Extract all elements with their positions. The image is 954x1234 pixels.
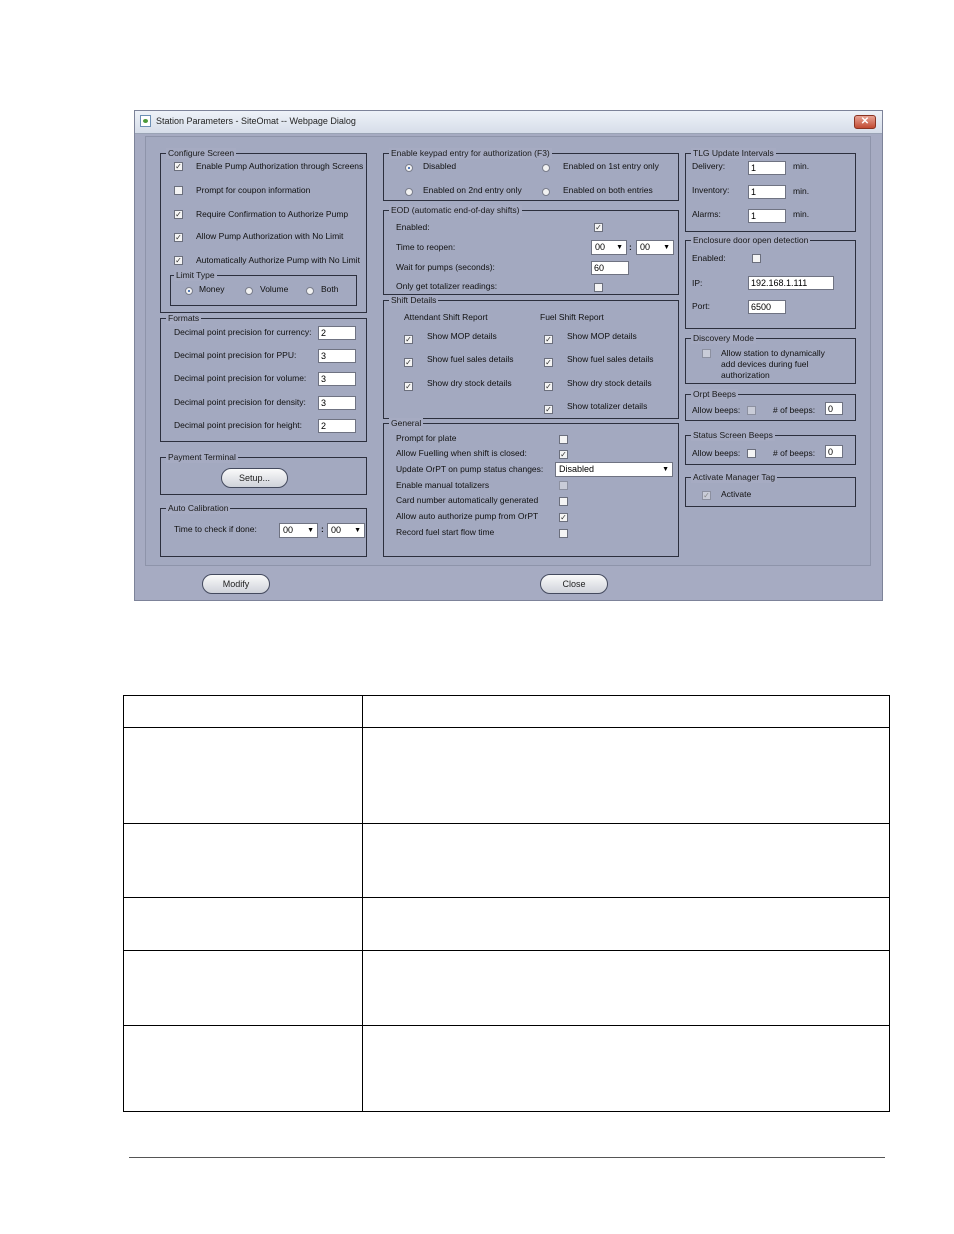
activate-manager-tag-label: Activate [721,489,752,499]
enable-pump-auth-checkbox[interactable]: ✓ [175,162,182,171]
height-precision-input[interactable] [318,419,356,433]
status-beep-count-label: # of beeps: [773,448,816,458]
require-confirmation-checkbox[interactable]: ✓ [175,210,182,219]
totalizer-only-checkbox[interactable] [594,283,603,292]
wait-pumps-label: Wait for pumps (seconds): [396,262,495,272]
fuel-dry-stock-checkbox[interactable]: ✓ [545,382,552,391]
table-row [124,898,890,951]
attendant-mop-checkbox[interactable]: ✓ [405,335,412,344]
table-cell [363,728,890,824]
status-allow-beeps-label: Allow beeps: [692,448,741,458]
orpt-beep-count-label: # of beeps: [773,405,816,415]
fuel-totalizer-checkbox[interactable]: ✓ [545,405,552,414]
discovery-line-3: authorization [721,370,770,380]
attendant-fuel-sales-label: Show fuel sales details [427,354,514,364]
table-row [124,824,890,898]
auto-authorize-orpt-checkbox[interactable]: ✓ [560,513,567,522]
limit-both-label: Both [321,284,339,294]
card-number-label: Card number automatically generated [396,495,539,505]
limit-money-radio[interactable] [185,287,193,295]
manager-tag-group [685,472,856,507]
reopen-hour-select[interactable] [591,240,627,255]
orpt-allow-beeps-checkbox[interactable] [747,406,756,415]
enable-pump-auth-label: Enable Pump Authorization through Screens [196,161,364,171]
ip-input[interactable] [748,276,834,290]
inventory-unit: min. [793,186,810,196]
payment-terminal-group [160,452,367,495]
update-orpt-label: Update OrPT on pump status changes: [396,464,544,474]
configure-screen-legend: Configure Screen [168,148,235,158]
manual-totalizers-label: Enable manual totalizers [396,480,490,490]
alarms-interval-input[interactable] [748,209,786,223]
configure-screen-group [160,148,367,313]
manual-totalizers-checkbox[interactable] [559,481,568,490]
webpage-dialog-icon [140,115,151,127]
prompt-plate-checkbox[interactable] [559,435,568,444]
fuel-mop-checkbox[interactable]: ✓ [545,335,552,344]
status-beeps-legend: Status Screen Beeps [693,430,773,440]
auto-calibration-label: Time to check if done: [174,524,257,534]
payment-terminal-legend: Payment Terminal [168,452,236,462]
dialog-body [145,136,871,566]
volume-precision-label: Decimal point precision for volume: [174,373,307,383]
keypad-second-entry-label: Enabled on 2nd entry only [423,185,522,195]
manager-tag-legend: Activate Manager Tag [693,472,776,482]
auto-authorize-no-limit-checkbox[interactable]: ✓ [175,256,182,265]
allow-fuelling-checkbox[interactable]: ✓ [560,450,567,459]
keypad-entry-legend: Enable keypad entry for authorization (F3) [391,148,550,158]
limit-both-radio[interactable] [306,287,314,295]
keypad-both-entries-label: Enabled on both entries [563,185,653,195]
table-cell [363,696,890,728]
fuel-report-header: Fuel Shift Report [540,312,604,322]
footer-divider [129,1157,885,1158]
table-cell [124,696,363,728]
keypad-disabled-label: Disabled [423,161,457,171]
fuel-totalizer-label: Show totalizer details [567,401,648,411]
table-cell [124,728,363,824]
auto-calibration-hour-select[interactable] [279,523,318,538]
modify-button[interactable]: Modify [202,574,270,594]
keypad-first-entry-label: Enabled on 1st entry only [563,161,659,171]
prompt-coupon-label: Prompt for coupon information [196,185,311,195]
keypad-second-entry-radio[interactable] [405,188,413,196]
close-icon[interactable]: ✕ [854,115,876,129]
status-beep-count-input[interactable] [825,445,843,458]
status-allow-beeps-checkbox[interactable] [747,449,756,458]
parameter-description-table [123,695,890,1112]
chevron-down-icon: ▼ [662,466,669,473]
ip-label: IP: [692,278,703,288]
status-beeps-group [685,430,856,465]
ppu-precision-input[interactable] [318,349,356,363]
shift-details-group [383,295,679,419]
port-input[interactable] [748,300,786,314]
density-precision-label: Decimal point precision for density: [174,397,306,407]
title-bar[interactable] [135,111,882,134]
table-cell [363,1026,890,1112]
chevron-down-icon: ▼ [616,244,623,251]
currency-precision-input[interactable] [318,326,356,340]
height-precision-label: Decimal point precision for height: [174,420,303,430]
keypad-both-entries-radio[interactable] [542,188,550,196]
fuel-fuel-sales-label: Show fuel sales details [567,354,654,364]
limit-type-group [170,270,357,306]
currency-precision-label: Decimal point precision for currency: [174,327,312,337]
update-orpt-select[interactable] [555,462,673,477]
table-cell [363,951,890,1026]
enclosure-enabled-checkbox[interactable] [752,254,761,263]
alarms-unit: min. [793,209,810,219]
auto-calibration-group [160,503,367,557]
wait-pumps-input[interactable] [591,261,629,275]
tlg-intervals-group [685,148,856,232]
reopen-minute-value: 00 [640,242,651,252]
record-flow-label: Record fuel start flow time [396,527,495,537]
general-legend: General [391,418,422,428]
table-row [124,1026,890,1112]
alarms-label: Alarms: [692,209,721,219]
orpt-beeps-legend: Orpt Beeps [693,389,736,399]
window-title: Station Parameters - SiteOmat -- Webpage Dialog [156,116,356,126]
table-cell [363,898,890,951]
orpt-allow-beeps-label: Allow beeps: [692,405,741,415]
density-precision-input[interactable] [318,396,356,410]
prompt-coupon-checkbox[interactable] [174,186,183,195]
eod-enabled-label: Enabled: [396,222,430,232]
table-row [124,696,890,728]
attendant-mop-label: Show MOP details [427,331,497,341]
allow-fuelling-label: Allow Fuelling when shift is closed: [396,448,527,458]
table-cell [124,898,363,951]
volume-precision-input[interactable] [318,372,356,386]
orpt-beeps-group [685,389,856,421]
eod-legend: EOD (automatic end-of-day shifts) [391,205,520,215]
reopen-minute-select[interactable] [636,240,674,255]
tlg-intervals-legend: TLG Update Intervals [693,148,774,158]
limit-volume-radio[interactable] [245,287,253,295]
table-cell [363,824,890,898]
station-parameters-dialog [134,110,883,601]
auto-calibration-minute-value: 00 [331,525,342,535]
inventory-interval-input[interactable] [748,185,786,199]
discovery-mode-group [685,333,856,384]
card-number-checkbox[interactable] [559,497,568,506]
port-label: Port: [692,301,710,311]
delivery-interval-input[interactable] [748,161,786,175]
discovery-mode-checkbox[interactable] [702,349,711,358]
delivery-label: Delivery: [692,161,726,171]
general-group [383,418,679,557]
table-cell [124,951,363,1026]
ppu-precision-label: Decimal point precision for PPU: [174,350,297,360]
limit-volume-label: Volume [260,284,289,294]
limit-type-legend: Limit Type [176,270,215,280]
table-cell [124,824,363,898]
chevron-down-icon: ▼ [307,527,314,534]
shift-details-legend: Shift Details [391,295,437,305]
discovery-mode-legend: Discovery Mode [693,333,754,343]
discovery-line-1: Allow station to dynamically [721,348,825,358]
formats-group [160,313,367,442]
limit-money-label: Money [199,284,225,294]
close-button[interactable]: Close [540,574,608,594]
enclosure-door-group [685,235,856,329]
auto-calibration-legend: Auto Calibration [168,503,229,513]
discovery-line-2: add devices during fuel [721,359,809,369]
allow-no-limit-checkbox[interactable]: ✓ [175,233,182,242]
table-cell [124,1026,363,1112]
table-row [124,728,890,824]
delivery-unit: min. [793,161,810,171]
eod-enabled-checkbox[interactable]: ✓ [595,223,602,232]
enclosure-door-legend: Enclosure door open detection [693,235,809,245]
setup-button[interactable]: Setup... [221,468,288,488]
keypad-first-entry-radio[interactable] [542,164,550,172]
update-orpt-value: Disabled [559,464,595,474]
time-separator: : [321,524,324,534]
table-row [124,951,890,1026]
totalizer-only-label: Only get totalizer readings: [396,281,498,291]
eod-group [383,205,679,295]
fuel-mop-label: Show MOP details [567,331,637,341]
attendant-dry-stock-checkbox[interactable]: ✓ [405,382,412,391]
reopen-hour-value: 00 [595,242,606,252]
record-flow-checkbox[interactable] [559,529,568,538]
chevron-down-icon: ▼ [354,527,361,534]
enclosure-enabled-label: Enabled: [692,253,726,263]
inventory-label: Inventory: [692,185,730,195]
keypad-entry-group [383,148,679,201]
activate-manager-tag-checkbox[interactable]: ✓ [703,491,710,500]
attendant-fuel-sales-checkbox[interactable]: ✓ [405,358,412,367]
auto-authorize-no-limit-label: Automatically Authorize Pump with No Limit [196,255,360,265]
allow-no-limit-label: Allow Pump Authorization with No Limit [196,231,344,241]
prompt-plate-label: Prompt for plate [396,433,457,443]
require-confirmation-label: Require Confirmation to Authorize Pump [196,209,349,219]
fuel-dry-stock-label: Show dry stock details [567,378,652,388]
fuel-fuel-sales-checkbox[interactable]: ✓ [545,358,552,367]
auto-calibration-hour-value: 00 [283,525,294,535]
formats-legend: Formats [168,313,200,323]
attendant-dry-stock-label: Show dry stock details [427,378,512,388]
attendant-report-header: Attendant Shift Report [404,312,488,322]
orpt-beep-count-input[interactable] [825,402,843,415]
auto-authorize-orpt-label: Allow auto authorize pump from OrPT [396,511,539,521]
reopen-time-label: Time to reopen: [396,242,456,252]
keypad-disabled-radio[interactable] [405,164,413,172]
reopen-time-separator: : [629,242,632,252]
auto-calibration-minute-select[interactable] [327,523,365,538]
chevron-down-icon: ▼ [663,244,670,251]
